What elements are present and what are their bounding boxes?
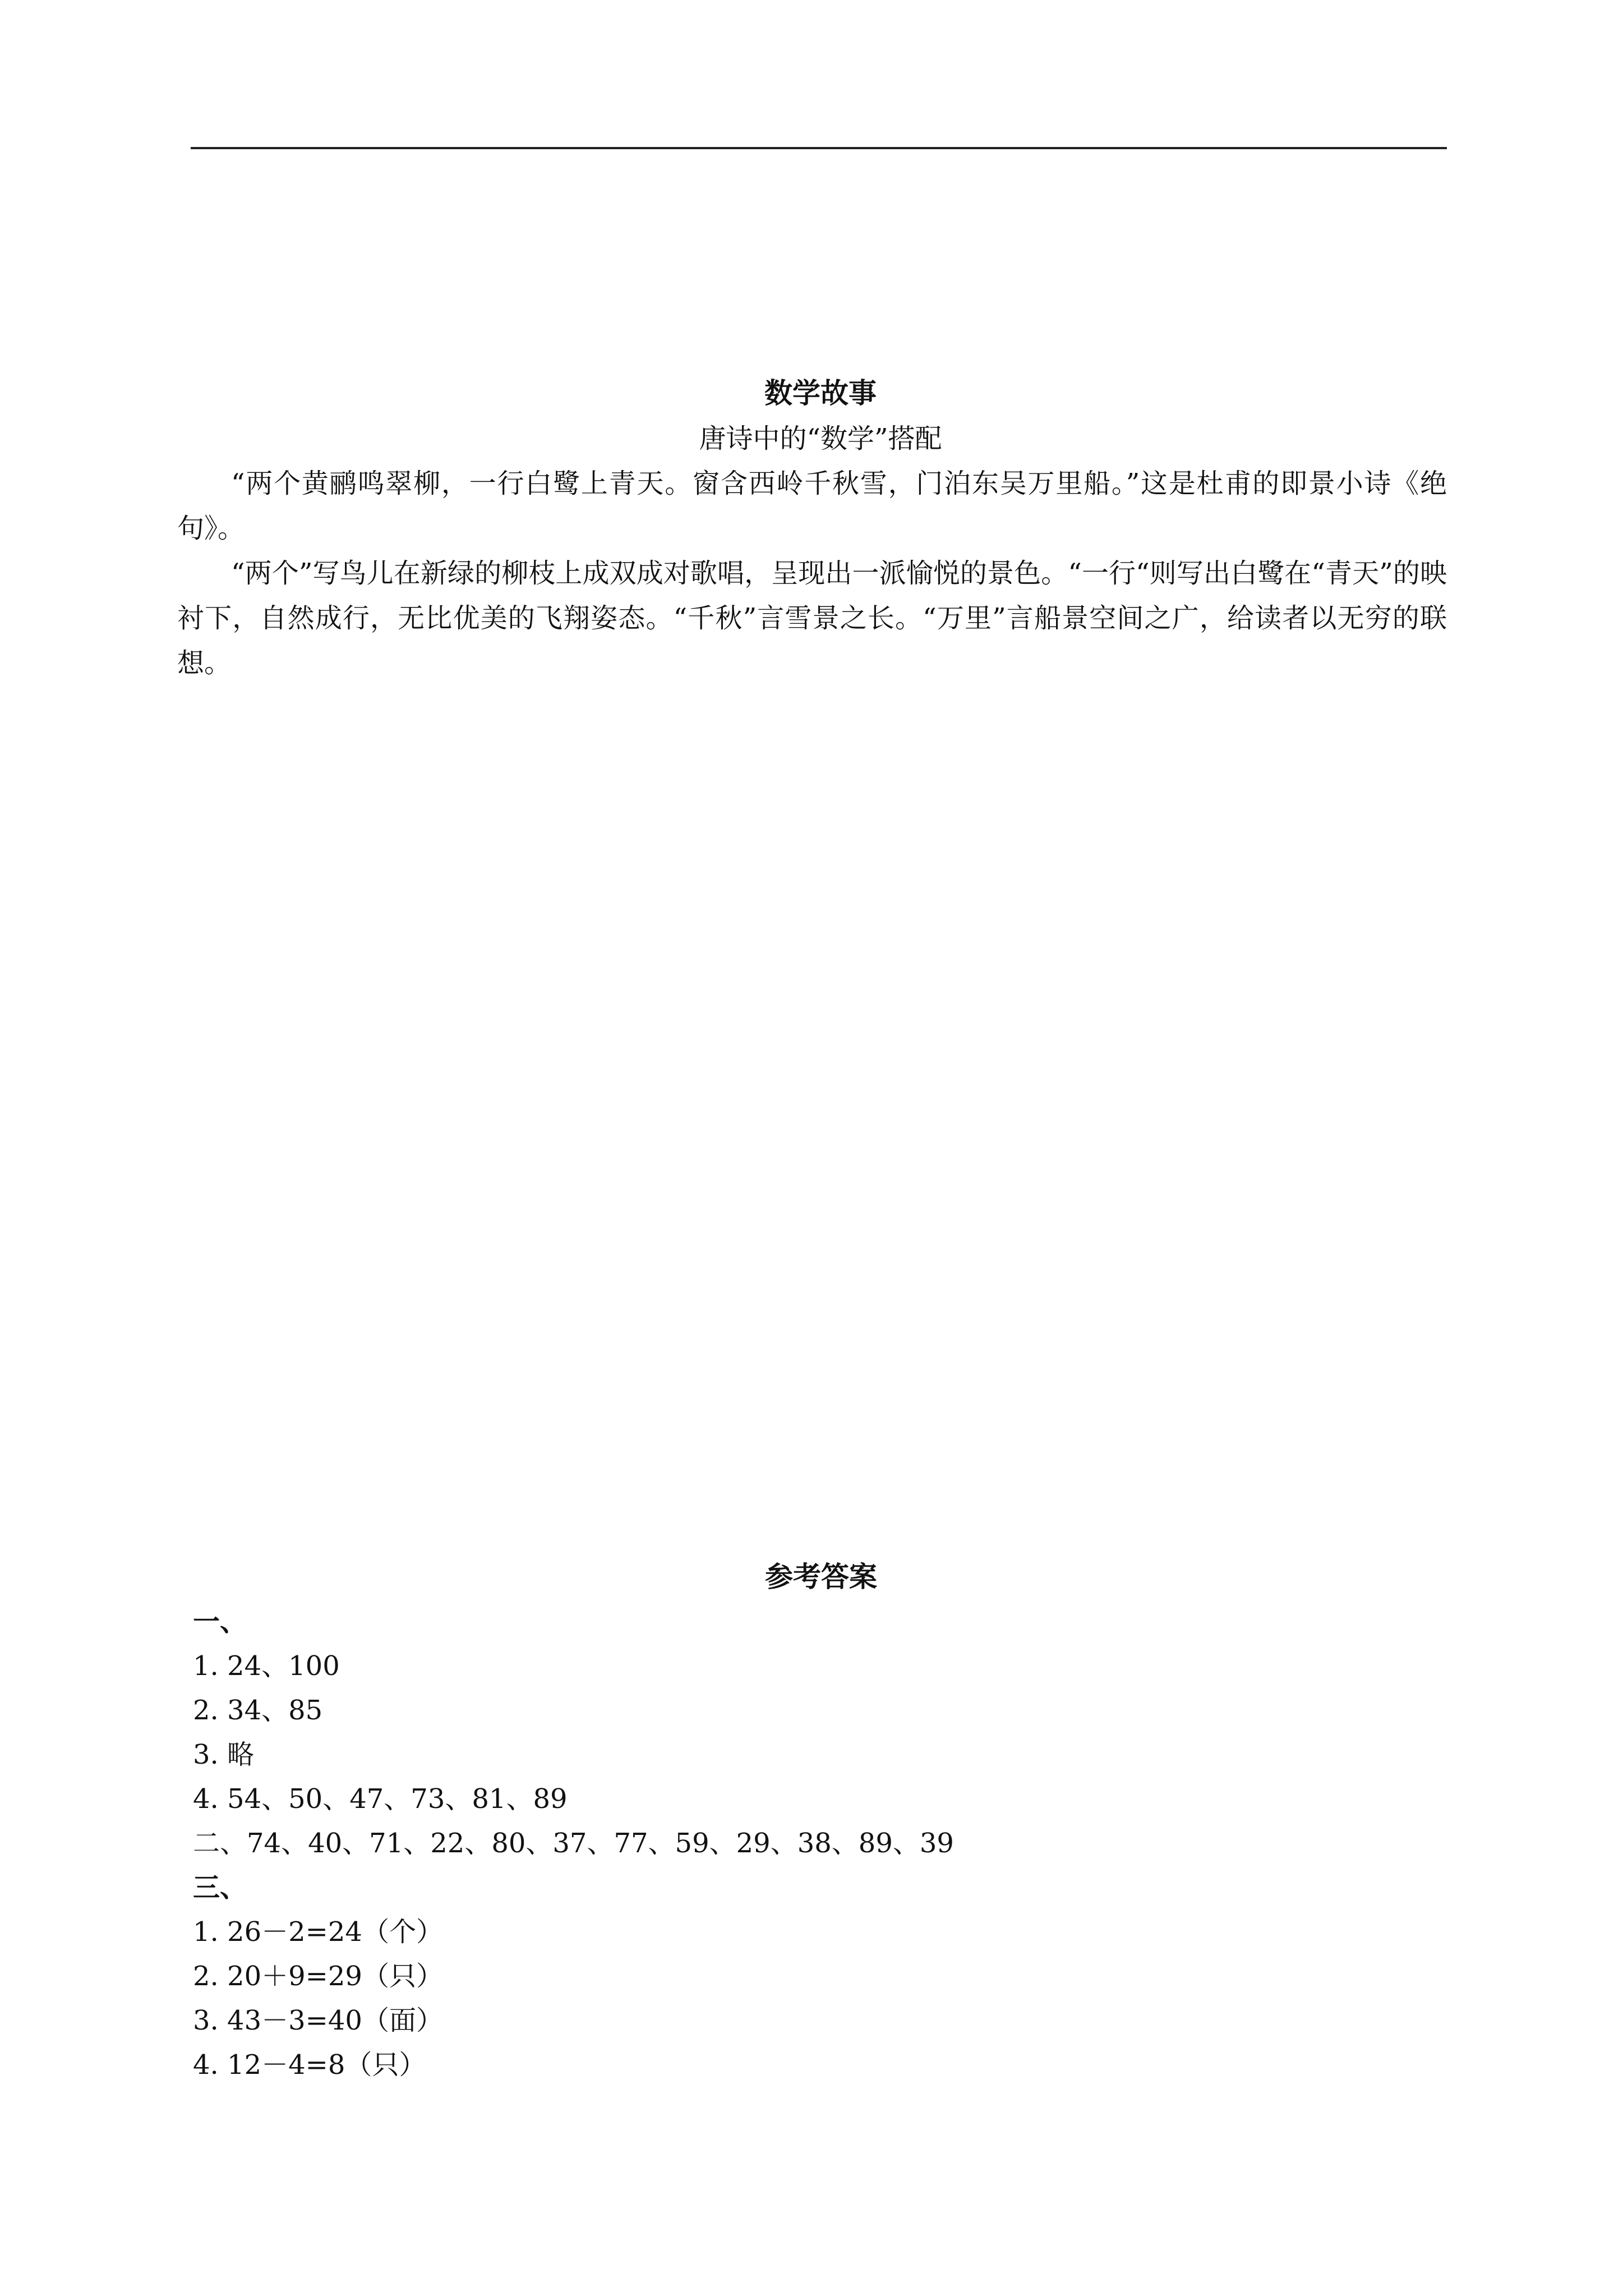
- answer-section-2-line: 二、74、40、71、22、80、37、77、59、29、38、89、39: [193, 1828, 954, 1859]
- answers-title: 参考答案: [765, 1560, 877, 1593]
- math-story-section: [177, 370, 1447, 685]
- story-subtitle: 唐诗中的“数学”搭配: [699, 423, 942, 454]
- answer-line: 4. 54、50、47、73、81、89: [193, 1783, 568, 1815]
- answer-key-section: [193, 1554, 1449, 2087]
- answer-line: 3. 43－3=40（面）: [193, 2005, 443, 2036]
- answer-line: 2. 20＋9=29（只）: [193, 1961, 443, 1992]
- answer-line: 3. 略: [193, 1739, 255, 1770]
- answer-line: 1. 24、100: [193, 1650, 340, 1682]
- story-paragraph-1: “两个黄鹂鸣翠柳，一行白鹭上青天。窗含西岭千秋雪，门泊东吴万里船。”这是杜甫的即景小诗《绝句》。: [177, 468, 1447, 544]
- answer-line: 1. 26－2=24（个）: [193, 1916, 443, 1948]
- answer-section-heading-1: 一、: [193, 1606, 247, 1637]
- answer-line: 2. 34、85: [193, 1695, 323, 1726]
- header-rule: [191, 147, 1447, 149]
- story-title: 数学故事: [764, 376, 877, 409]
- story-paragraph-2: “两个”写鸟儿在新绿的柳枝上成双成对歌唱，呈现出一派愉悦的景色。“一行“则写出白鹭在“青天”的映衬下，自然成行，无比优美的飞翔姿态。“千秋”言雪景之长。“万里”言船景空间之广，给读者以无穷的联想。: [177, 558, 1447, 679]
- answer-line: 4. 12－4=8（只）: [193, 2049, 426, 2081]
- answer-section-heading-3: 三、: [193, 1872, 247, 1903]
